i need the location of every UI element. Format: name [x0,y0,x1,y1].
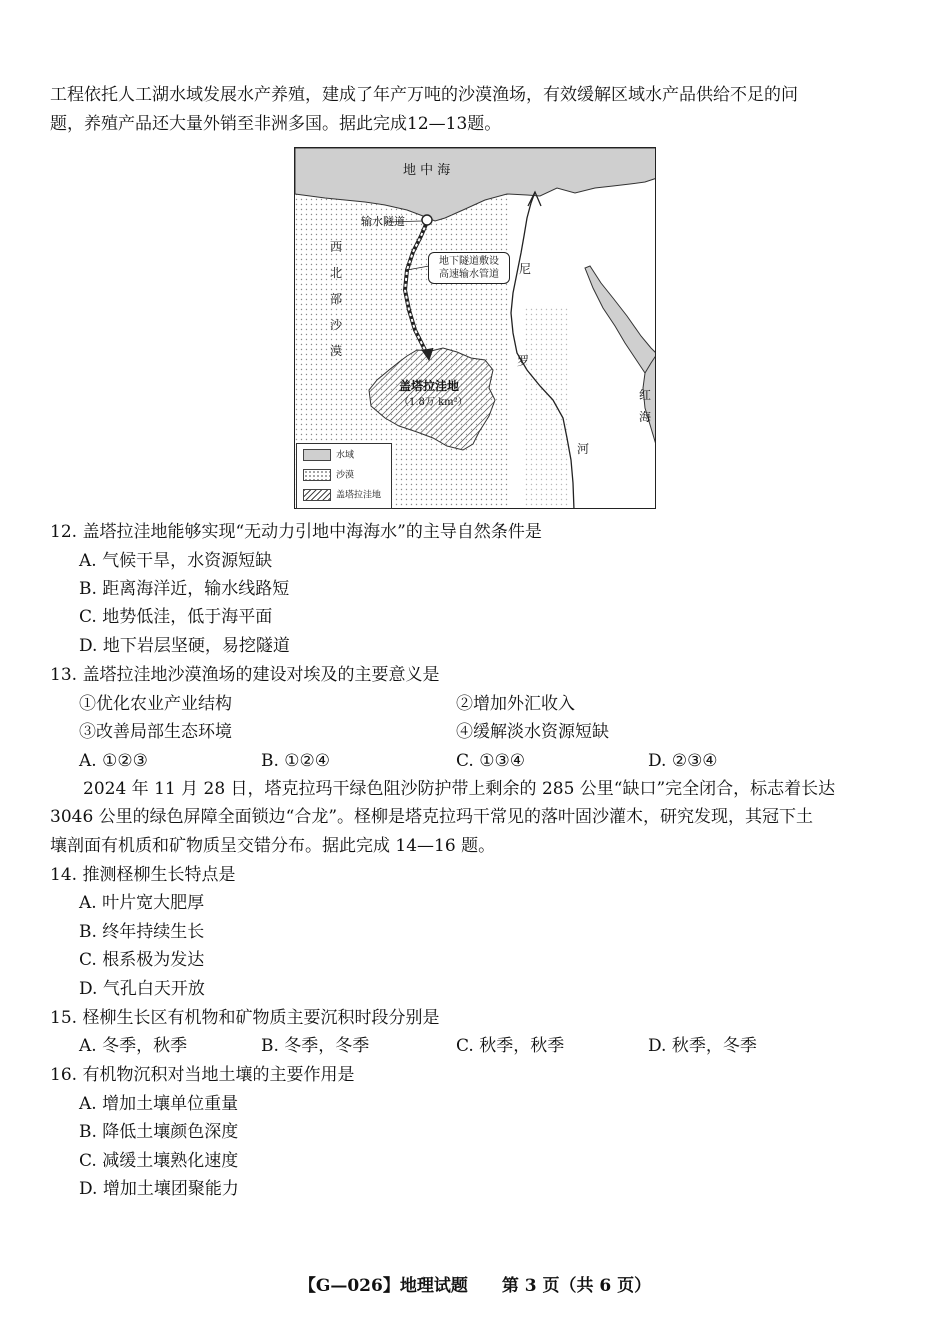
q12-option-b: B. 距离海洋近，输水线路短 [79,579,290,599]
legend-label: 盖塔拉洼地 [336,490,382,501]
passage2-line-2: 3046 公里的绿色屏障全面锁边“合龙”。柽柳是塔克拉玛干常见的落叶固沙灌木，研究发现，其冠下土 [50,807,814,827]
passage2-line-3: 壤剖面有机质和矿物质呈交错分布。据此完成 14—16 题。 [50,836,496,856]
callout-line-1: 地下隧道敷设 [439,256,499,267]
legend-swatch-water [303,449,331,461]
q15-option-a: A. 冬季，秋季 [79,1036,188,1056]
red-sea [585,266,656,388]
tunnel-intake-marker [422,215,432,225]
q16-stem: 16. 有机物沉积对当地土壤的主要作用是 [50,1065,355,1085]
redsea-char-2: 海 [639,410,652,424]
legend-swatch-depression [303,489,331,501]
q13-option-d: D. ②③④ [648,751,718,771]
q13-statement-1: ①优化农业产业结构 [79,694,232,714]
q15-stem: 15. 柽柳生长区有机物和矿物质主要沉积时段分别是 [50,1008,440,1028]
q13-option-c: C. ①③④ [456,751,525,771]
redsea-char-1: 红 [639,388,652,402]
tunnel-label: 输水隧道 [361,215,405,228]
sea-label: 地 中 海 [403,163,451,178]
q16-option-d: D. 增加土壤团聚能力 [79,1179,239,1199]
q12-option-c: C. 地势低洼，低于海平面 [79,607,273,627]
q13-statement-4: ④缓解淡水资源短缺 [456,722,609,742]
legend-label: 沙漠 [336,470,355,481]
callout-line-2: 高速输水管道 [439,269,499,280]
depression-area: （1.8万 km²） [399,397,468,408]
legend-depression [303,489,381,502]
intro-line-1: 工程依托人工湖水域发展水产养殖，建成了年产万吨的沙漠渔场，有效缓解区域水产品供给不足的问 [50,85,798,105]
q16-option-a: A. 增加土壤单位重量 [79,1094,239,1114]
desert-label [329,234,343,364]
q16-option-b: B. 降低土壤颜色深度 [79,1122,239,1142]
q14-option-b: B. 终年持续生长 [79,922,205,942]
depression-name: 盖塔拉洼地 [399,379,460,393]
passage2-line-1: 2024 年 11 月 28 日，塔克拉玛干绿色阻沙防护带上剩余的 285 公里“缺口”完全闭合，标志着长达 [83,779,836,799]
map-legend [296,443,392,509]
q16-option-c: C. 减缓土壤熟化速度 [79,1151,239,1171]
q15-option-b: B. 冬季，冬季 [261,1036,370,1056]
legend-label: 水域 [336,450,355,461]
page-footer: 【G—026】地理试题 第 3 页（共 6 页） [298,1276,652,1296]
q12-stem: 12. 盖塔拉洼地能够实现“无动力引地中海海水”的主导自然条件是 [50,522,542,542]
nile-char-1: 尼 [519,262,532,276]
nile-char-2: 罗 [517,354,530,368]
q13-statement-2: ②增加外汇收入 [456,694,575,714]
intro-line-2: 题，养殖产品还大量外销至非洲多国。据此完成12—13题。 [50,114,502,134]
q13-statement-3: ③改善局部生态环境 [79,722,232,742]
q15-option-c: C. 秋季，秋季 [456,1036,565,1056]
q14-stem: 14. 推测柽柳生长特点是 [50,865,236,885]
desert-char: 漠 [329,344,342,358]
q13-option-b: B. ①②④ [261,751,331,771]
q14-option-d: D. 气孔白天开放 [79,979,205,999]
legend-desert [303,469,354,482]
q12-option-d: D. 地下岩层坚硬，易挖隧道 [79,636,290,656]
q13-option-a: A. ①②③ [79,751,148,771]
nile-char-3: 河 [577,442,590,456]
q14-option-c: C. 根系极为发达 [79,950,205,970]
desert-char: 部 [329,292,342,306]
desert-char: 沙 [329,318,342,332]
legend-swatch-desert [303,469,331,481]
q13-stem: 13. 盖塔拉洼地沙漠渔场的建设对埃及的主要意义是 [50,665,440,685]
legend-water [303,449,354,462]
desert-char: 北 [329,266,342,280]
q14-option-a: A. 叶片宽大肥厚 [79,893,205,913]
tunnel-callout [428,252,510,284]
q15-option-d: D. 秋季，冬季 [648,1036,757,1056]
q12-option-a: A. 气候干旱，水资源短缺 [79,551,273,571]
desert-char: 西 [329,240,342,254]
